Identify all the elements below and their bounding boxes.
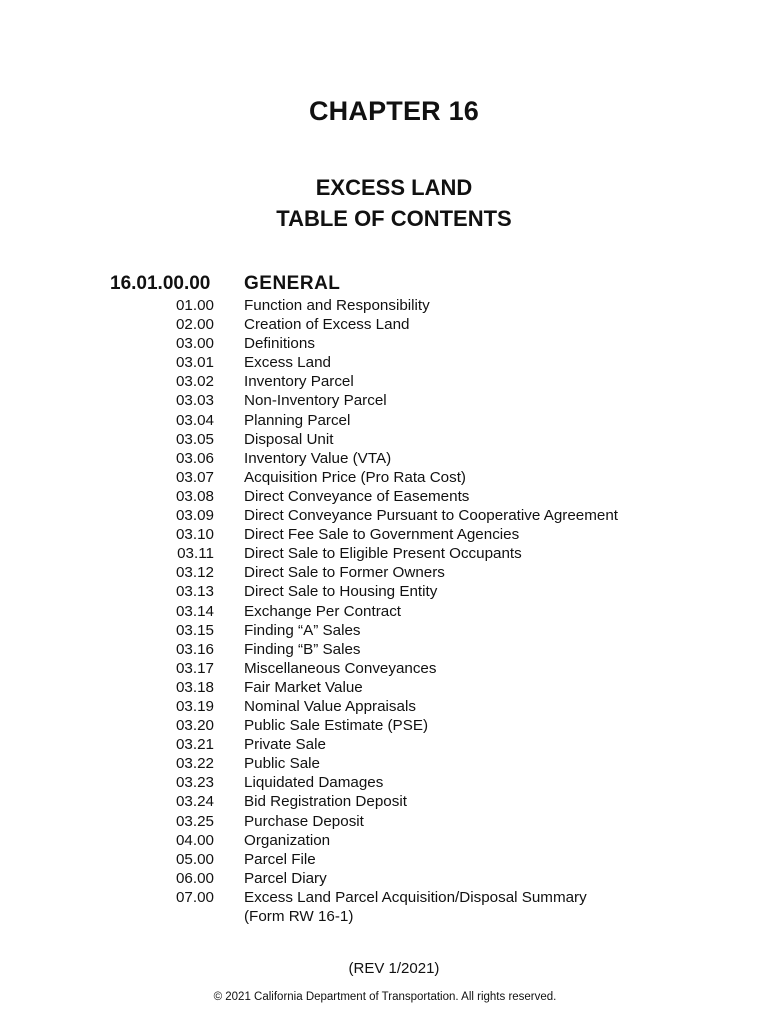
toc-entry xyxy=(0,888,770,907)
toc-entry-number: 03.06 xyxy=(175,449,214,467)
toc-entry-number: 02.00 xyxy=(175,316,214,334)
toc-entry-number: 04.00 xyxy=(175,831,214,849)
toc-entry-label: Purchase Deposit xyxy=(244,812,364,830)
toc-entry xyxy=(0,296,770,315)
toc-entry xyxy=(0,697,770,716)
toc-entry xyxy=(0,812,770,831)
title-line-1: EXCESS LAND xyxy=(315,175,473,200)
toc-entry-number: 03.16 xyxy=(175,640,214,658)
toc-entry-number: 03.24 xyxy=(175,793,214,811)
toc-entry-label: Fair Market Value xyxy=(244,678,363,696)
toc-entry-label: Creation of Excess Land xyxy=(244,316,410,334)
toc-entry xyxy=(0,735,770,754)
toc-entry-number: 03.08 xyxy=(175,487,214,505)
toc-entry xyxy=(0,582,770,601)
toc-entry xyxy=(0,640,770,659)
toc-entry-label: Excess Land xyxy=(244,354,331,372)
toc-entry-number: 03.18 xyxy=(175,678,214,696)
toc-entry xyxy=(0,563,770,582)
section-number: 16.01.00.00 xyxy=(110,273,211,294)
toc-entry-number: 05.00 xyxy=(175,850,214,868)
toc-entry-number: 03.11 xyxy=(177,545,214,563)
toc-entry xyxy=(0,334,770,353)
toc-entry-label: Liquidated Damages xyxy=(244,774,384,792)
toc-entry-label: Nominal Value Appraisals xyxy=(244,697,416,715)
toc-entry-label: Private Sale xyxy=(244,736,326,754)
toc-entry xyxy=(0,315,770,334)
toc-entry-label: Parcel File xyxy=(244,850,316,868)
toc-entry xyxy=(0,411,770,430)
toc-entry-continuation-label: (Form RW 16-1) xyxy=(244,908,354,925)
toc-entry xyxy=(0,468,770,487)
toc-entry-label: Non-Inventory Parcel xyxy=(244,392,387,410)
toc-entry xyxy=(0,869,770,888)
toc-entry-label: Parcel Diary xyxy=(244,869,327,887)
toc-entry-number: 03.15 xyxy=(175,621,214,639)
toc-entry-label: Direct Sale to Former Owners xyxy=(244,564,445,582)
toc-entry-label: Organization xyxy=(244,831,331,849)
toc-entry xyxy=(0,449,770,468)
toc-entry xyxy=(0,792,770,811)
toc-entry-number: 01.00 xyxy=(175,297,214,314)
toc-entry-number: 03.14 xyxy=(175,602,214,620)
toc-entry-number: 03.22 xyxy=(175,755,214,773)
toc-entry xyxy=(0,544,770,563)
toc-entry-number: 03.02 xyxy=(175,373,214,391)
toc-entry-number: 03.04 xyxy=(175,411,214,429)
revision-label: (REV 1/2021) xyxy=(348,960,440,977)
toc-entry-label: Direct Sale to Housing Entity xyxy=(244,583,438,601)
toc-entry xyxy=(0,773,770,792)
toc-entry xyxy=(0,487,770,506)
toc-entry-number: 03.10 xyxy=(175,526,214,544)
title-line-2: TABLE OF CONTENTS xyxy=(276,206,512,231)
toc-entry-label: Bid Registration Deposit xyxy=(244,793,407,811)
toc-entry-number: 03.01 xyxy=(175,354,214,372)
toc-entry-label: Miscellaneous Conveyances xyxy=(244,659,437,677)
toc-entry-number: 03.17 xyxy=(175,659,214,677)
toc-entry-label: Direct Conveyance of Easements xyxy=(244,487,470,505)
toc-entry xyxy=(0,391,770,410)
toc-entry-label: Direct Conveyance Pursuant to Cooperative Agreement xyxy=(244,507,618,525)
toc-entry xyxy=(0,678,770,697)
toc-entry-label: Public Sale Estimate (PSE) xyxy=(244,717,429,735)
toc-entry-number: 03.21 xyxy=(175,736,214,754)
toc-entry xyxy=(0,716,770,735)
toc-entry-label: Planning Parcel xyxy=(244,411,351,429)
toc-entry-label: Disposal Unit xyxy=(244,430,334,448)
toc-entry-label: Exchange Per Contract xyxy=(244,602,402,620)
toc-entry-number: 03.23 xyxy=(175,774,214,792)
toc-entry-label: Public Sale xyxy=(244,755,320,773)
toc-entry xyxy=(0,372,770,391)
toc-entry xyxy=(0,659,770,678)
toc-entry-label: Finding “A” Sales xyxy=(244,621,361,639)
toc-entry-number: 03.00 xyxy=(175,335,214,353)
table-of-contents xyxy=(0,296,770,926)
toc-entry xyxy=(0,831,770,850)
toc-entry-number: 03.13 xyxy=(175,583,214,601)
toc-entry-number: 03.20 xyxy=(175,717,214,735)
toc-entry-label: Finding “B” Sales xyxy=(244,640,361,658)
toc-entry-number: 03.12 xyxy=(175,564,214,582)
toc-entry-label: Excess Land Parcel Acquisition/Disposal Summary xyxy=(244,888,587,906)
toc-entry-number: 07.00 xyxy=(175,888,214,906)
toc-entry xyxy=(0,602,770,621)
toc-entry-label: Direct Fee Sale to Government Agencies xyxy=(244,526,520,544)
toc-entry-label: Inventory Parcel xyxy=(244,373,354,391)
toc-entry-continuation xyxy=(0,907,770,926)
toc-entry-number: 03.07 xyxy=(175,468,214,486)
toc-entry-number: 03.19 xyxy=(175,697,214,715)
toc-entry-label: Direct Sale to Eligible Present Occupants xyxy=(244,545,522,563)
toc-entry-label: Definitions xyxy=(244,335,315,353)
copyright-notice: © 2021 California Department of Transportation. All rights reserved. xyxy=(213,991,557,1003)
toc-entry xyxy=(0,353,770,372)
toc-entry-number: 03.05 xyxy=(175,430,214,448)
section-name: GENERAL xyxy=(244,273,341,294)
toc-entry xyxy=(0,850,770,869)
toc-entry xyxy=(0,754,770,773)
toc-entry xyxy=(0,506,770,525)
toc-entry xyxy=(0,621,770,640)
toc-entry xyxy=(0,430,770,449)
toc-entry-number: 03.25 xyxy=(175,812,214,830)
toc-entry-label: Inventory Value (VTA) xyxy=(244,449,392,467)
toc-entry xyxy=(0,525,770,544)
document-title xyxy=(0,172,770,234)
toc-entry-label: Acquisition Price (Pro Rata Cost) xyxy=(244,468,466,486)
toc-entry-number: 06.00 xyxy=(175,869,214,887)
toc-entry-label: Function and Responsibility xyxy=(244,297,430,314)
chapter-heading: CHAPTER 16 xyxy=(308,96,480,126)
toc-entry-number: 03.03 xyxy=(175,392,214,410)
toc-entry-number: 03.09 xyxy=(175,507,214,525)
